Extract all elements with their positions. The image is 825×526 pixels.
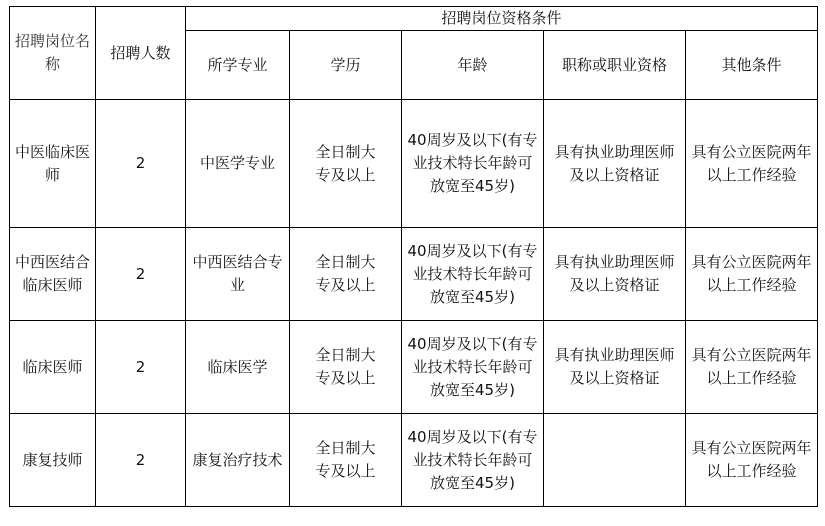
cell-major: 康复治疗技术 [186, 414, 290, 507]
cell-major: 临床医学 [186, 321, 290, 414]
cell-post: 康复技师 [10, 414, 96, 507]
header-age: 年龄 [402, 31, 544, 100]
header-other-conditions: 其他条件 [686, 31, 818, 100]
cell-count: 2 [96, 100, 186, 228]
cell-age: 40周岁及以下(有专业技术特长年龄可放宽至45岁) [402, 414, 544, 507]
cell-post: 中医临床医师 [10, 100, 96, 228]
cell-post: 临床医师 [10, 321, 96, 414]
cell-age: 40周岁及以下(有专业技术特长年龄可放宽至45岁) [402, 100, 544, 228]
cell-count: 2 [96, 414, 186, 507]
cell-count: 2 [96, 228, 186, 321]
header-major: 所学专业 [186, 31, 290, 100]
table-row [10, 414, 818, 507]
cell-age: 40周岁及以下(有专业技术特长年龄可放宽至45岁) [402, 228, 544, 321]
header-row-top [10, 7, 818, 31]
header-post-name: 招聘岗位名称 [10, 7, 96, 100]
cell-other-conditions: 具有公立医院两年以上工作经验 [686, 414, 818, 507]
header-title-qualification: 职称或职业资格 [544, 31, 686, 100]
table-row [10, 228, 818, 321]
recruitment-table [9, 6, 818, 507]
cell-other-conditions: 具有公立医院两年以上工作经验 [686, 228, 818, 321]
cell-education: 全日制大专及以上 [290, 414, 402, 507]
cell-education: 全日制大专及以上 [290, 321, 402, 414]
cell-major: 中医学专业 [186, 100, 290, 228]
cell-education: 全日制大专及以上 [290, 100, 402, 228]
cell-title-qualification: 具有执业助理医师及以上资格证 [544, 100, 686, 228]
cell-title-qualification [544, 414, 686, 507]
table-row [10, 100, 818, 228]
cell-count: 2 [96, 321, 186, 414]
cell-education: 全日制大专及以上 [290, 228, 402, 321]
cell-title-qualification: 具有执业助理医师及以上资格证 [544, 228, 686, 321]
cell-major: 中西医结合专业 [186, 228, 290, 321]
table-row [10, 321, 818, 414]
cell-post: 中西医结合临床医师 [10, 228, 96, 321]
cell-age: 40周岁及以下(有专业技术特长年龄可放宽至45岁) [402, 321, 544, 414]
cell-other-conditions: 具有公立医院两年以上工作经验 [686, 100, 818, 228]
header-qualification-group: 招聘岗位资格条件 [186, 7, 818, 31]
cell-other-conditions: 具有公立医院两年以上工作经验 [686, 321, 818, 414]
header-education: 学历 [290, 31, 402, 100]
recruitment-table-container [9, 6, 818, 507]
header-count: 招聘人数 [96, 7, 186, 100]
cell-title-qualification: 具有执业助理医师及以上资格证 [544, 321, 686, 414]
